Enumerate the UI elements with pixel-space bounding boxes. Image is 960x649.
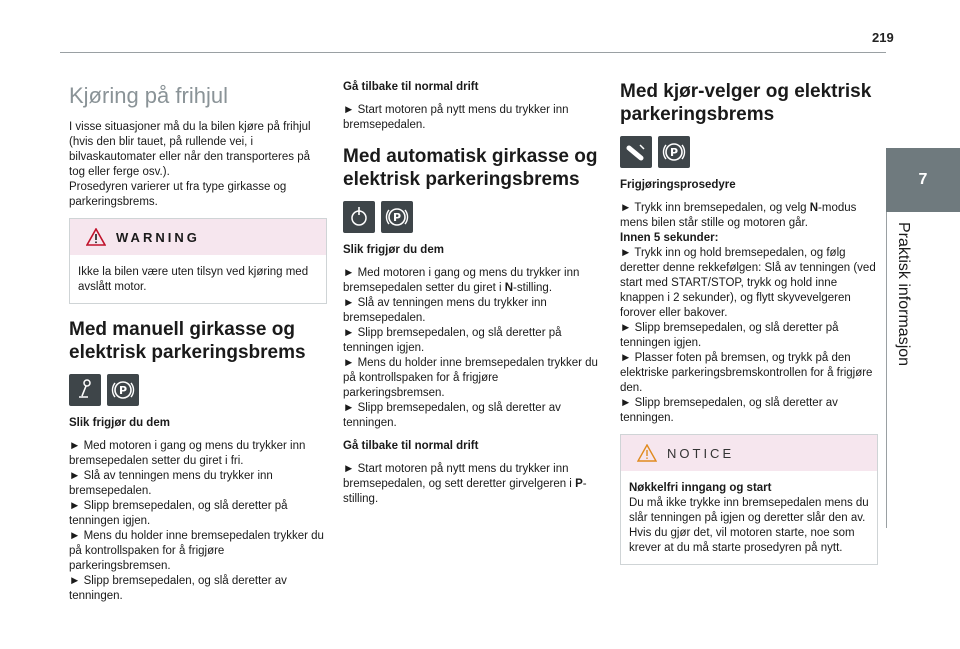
drive-selector-icon	[620, 136, 652, 168]
return-heading-2: Gå tilbake til normal drift	[343, 440, 479, 452]
release-heading: Slik frigjør du dem	[69, 417, 170, 429]
column-1	[69, 80, 327, 612]
release-heading-2: Slik frigjør du dem	[343, 244, 444, 256]
notice-text: Du må ikke trykke inn bremsepedalen mens du slår tenningen på igjen og deretter slår den av. Hvis du gjør det, vil motoren starte, noe som krever at du må starte prosedyren på nytt.	[629, 497, 869, 554]
notice-title: Nøkkelfri inngang og start	[629, 482, 772, 494]
warning-header	[70, 219, 326, 255]
release-steps-2: ► Med motoren i gang og mens du trykker inn bremsepedalen setter du giret i N-stilling. ► Slå av tenningen mens du trykker inn bremsepedalen. ► Slipp bremsepedalen, og slå deretter på tenningen igjen. ► Mens du holder inne bremsepedalen trykker du på kontrollspaken for å frigjøre parkeringsbremsen. ► Slipp bremsepedalen, og slå deretter av tenningen.	[343, 267, 598, 429]
gear-selector-icon	[343, 201, 375, 233]
return-heading: Gå tilbake til normal drift	[343, 81, 479, 93]
warning-label: WARNING	[116, 229, 200, 245]
procedure-steps: ► Trykk inn bremsepedalen, og velg N-modus mens bilen står stille og motoren går. Innen 5 sekunder: ► Trykk inn og hold bremsepedalen, og følg deretter denne rekkefølgen: Slå av tenningen (ved start med START/STOP, trykk og hold inne knappen i 2 sekunder), og flytt skyvevelgeren forover eller bakover. ► Slipp bremsepedalen, og slå deretter på tenningen igjen. ► Plasser foten på bremsen, og trykk på den elektriske parkeringsbremskontrollen for å frigjøre den. ► Slipp bremsepedalen, og slå deretter av tenningen.	[620, 202, 876, 424]
notice-label: NOTICE	[667, 445, 735, 461]
chapter-title: Praktisk informasjon	[895, 222, 912, 367]
return-text-2: ► Start motoren på nytt mens du trykker inn bremsepedalen, og sett deretter girvelgeren i P-stilling.	[343, 463, 587, 505]
chapter-tab[interactable]: 7	[886, 148, 960, 212]
svg-text:P: P	[392, 211, 402, 224]
notice-header	[621, 435, 877, 471]
return-text: ► Start motoren på nytt mens du trykker inn bremsepedalen.	[343, 104, 569, 131]
gear-lever-icon	[69, 374, 101, 406]
icon-row	[69, 374, 327, 406]
parking-brake-icon	[107, 374, 139, 406]
section-title-automatic: Med automatisk girkasse og elektrisk parkeringsbrems	[343, 146, 598, 190]
section-title-manual: Med manuell girkasse og elektrisk parkeringsbrems	[69, 319, 306, 363]
column-2	[343, 80, 601, 515]
notice-body	[621, 471, 877, 564]
parking-brake-icon-3	[658, 136, 690, 168]
warning-text: Ikke la bilen være uten tilsyn ved kjøring med avslått motor.	[78, 266, 309, 293]
svg-text:P: P	[118, 384, 128, 397]
icon-row-2	[343, 201, 601, 233]
section-title-drive-selector: Med kjør-velger og elektrisk parkeringsbrems	[620, 81, 872, 125]
section-title-freewheel: Kjøring på frihjul	[69, 83, 228, 108]
notice-box	[620, 434, 878, 565]
svg-text:P: P	[669, 146, 679, 159]
procedure-heading: Frigjøringsprosedyre	[620, 179, 736, 191]
column-3	[620, 80, 878, 579]
page-number: 219	[872, 30, 894, 45]
header-rule	[60, 52, 886, 53]
intro-text: I visse situasjoner må du la bilen kjøre på frihjul (hvis den blir tauet, på rullende vei, i bilvaskautomater eller når den transporteres på tog eller ferge osv.). Prosedyren varierer ut fra type girkasse og parkeringsbrems.	[69, 121, 311, 208]
parking-brake-icon-2	[381, 201, 413, 233]
icon-row-3	[620, 136, 878, 168]
warning-icon	[86, 228, 106, 246]
notice-icon	[637, 444, 657, 462]
warning-box	[69, 218, 327, 304]
release-steps: ► Med motoren i gang og mens du trykker inn bremsepedalen setter du giret i fri. ► Slå av tenningen mens du trykker inn bremsepedalen. ► Slipp bremsepedalen, og slå deretter på tenningen igjen. ► Mens du holder inne bremsepedalen trykker du på kontrollspaken for å frigjøre parkeringsbremsen. ► Slipp bremsepedalen, og slå deretter av tenningen.	[69, 440, 324, 602]
